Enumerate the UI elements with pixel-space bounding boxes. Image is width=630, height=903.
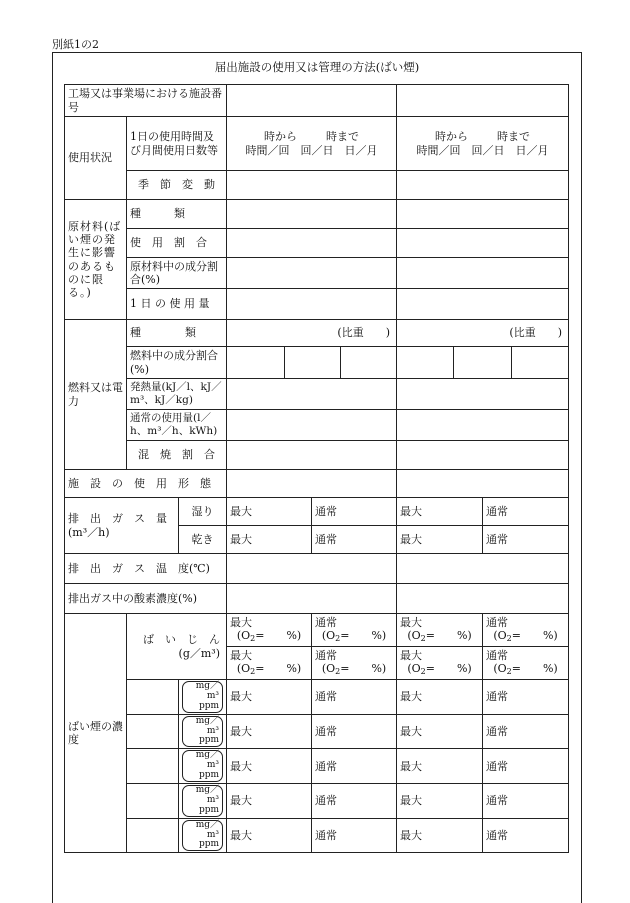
fuel-heat-field-2[interactable]	[397, 379, 569, 410]
conc-row-1	[65, 680, 569, 715]
conc-normal-4b[interactable]: 通常	[483, 784, 569, 819]
oxygen-field-1[interactable]	[227, 584, 397, 614]
conc-substance-5[interactable]	[127, 818, 179, 853]
fuel-component-sub-f[interactable]	[512, 347, 568, 378]
fuel-component-sub-c[interactable]	[340, 347, 396, 378]
fuel-mixed-field-1[interactable]	[227, 441, 397, 470]
gas-dry-normal-1[interactable]: 通常	[312, 526, 397, 554]
conc-max-1b[interactable]: 最大	[397, 680, 483, 715]
facility-form-label: 施 設 の 使 用 形 態	[65, 470, 227, 498]
facility-form-field-1[interactable]	[227, 470, 397, 498]
conc-normal-5a[interactable]: 通常	[312, 818, 397, 853]
fuel-component-sub-b[interactable]	[284, 347, 340, 378]
oxygen-row	[65, 584, 569, 614]
gas-temp-row	[65, 554, 569, 584]
usage-hours-field-2[interactable]: 時から 時まで 時間／回 回／日 日／月	[397, 117, 569, 171]
fuel-component-row	[65, 347, 569, 379]
raw-component-label: 原材料中の成分割合(%)	[127, 258, 227, 289]
conc-max-4b[interactable]: 最大	[397, 784, 483, 819]
conc-substance-2[interactable]	[127, 714, 179, 749]
gas-temp-label: 排 出 ガ ス 温 度(℃)	[65, 554, 227, 584]
raw-kind-field-1[interactable]	[227, 200, 397, 229]
conc-normal-1a[interactable]: 通常	[312, 680, 397, 715]
fuel-kind-field-1[interactable]: (比重 )	[227, 320, 397, 347]
usage-status-label: 使用状況	[65, 117, 127, 200]
raw-kind-field-2[interactable]	[397, 200, 569, 229]
fuel-usual-field-1[interactable]	[227, 410, 397, 441]
gas-wet-row	[65, 498, 569, 526]
raw-component-field-2[interactable]	[397, 258, 569, 289]
fuel-component-field-2[interactable]	[397, 347, 569, 379]
fuel-usual-field-2[interactable]	[397, 410, 569, 441]
raw-daily-field-1[interactable]	[227, 289, 397, 320]
raw-ratio-row	[65, 229, 569, 258]
fuel-component-field-1[interactable]	[227, 347, 397, 379]
raw-material-label: 原材料(ばい煙の発生に影響のあるものに限る。)	[65, 200, 127, 320]
conc-unit-1: mg／m³ ppm	[179, 680, 227, 715]
usage-method-table	[64, 84, 569, 853]
conc-max-3a[interactable]: 最大	[227, 749, 312, 784]
seasonal-row	[65, 171, 569, 200]
fuel-usual-label: 通常の使用量(l／h、m³／h、kWh)	[127, 410, 227, 441]
conc-unit-2: mg／m³ ppm	[179, 714, 227, 749]
fuel-kind-row	[65, 320, 569, 347]
conc-max-2b[interactable]: 最大	[397, 714, 483, 749]
fuel-usual-row	[65, 410, 569, 441]
raw-daily-row	[65, 289, 569, 320]
gas-temp-field-2[interactable]	[397, 554, 569, 584]
conc-unit-5: mg／m³ ppm	[179, 818, 227, 853]
conc-max-5b[interactable]: 最大	[397, 818, 483, 853]
conc-max-5a[interactable]: 最大	[227, 818, 312, 853]
dust-normal-4[interactable]: 通常 ($O_2=$ %)	[483, 647, 569, 680]
dust-normal-1[interactable]: 通常 ($O_2=$ %)	[312, 614, 397, 647]
dust-normal-2[interactable]: 通常 ($O_2=$ %)	[483, 614, 569, 647]
dust-max-4[interactable]: 最大 ($O_2=$ %)	[397, 647, 483, 680]
fuel-kind-label: 種 類	[127, 320, 227, 347]
facility-number-label: 工場又は事業場における施設番号	[65, 85, 227, 117]
raw-daily-field-2[interactable]	[397, 289, 569, 320]
raw-ratio-field-1[interactable]	[227, 229, 397, 258]
dust-max-1[interactable]: 最大 ($O_2=$ %)	[227, 614, 312, 647]
dust-max-3[interactable]: 最大 ($O_2=$ %)	[227, 647, 312, 680]
oxygen-label: 排出ガス中の酸素濃度(%)	[65, 584, 227, 614]
usage-hours-field-1[interactable]: 時から 時まで 時間／回 回／日 日／月	[227, 117, 397, 171]
raw-component-field-1[interactable]	[227, 258, 397, 289]
conc-substance-1[interactable]	[127, 680, 179, 715]
form-title: 届出施設の使用又は管理の方法(ばい煙)	[214, 60, 420, 74]
raw-ratio-label: 使 用 割 合	[127, 229, 227, 258]
conc-row-5	[65, 818, 569, 853]
fuel-mixed-field-2[interactable]	[397, 441, 569, 470]
oxygen-field-2[interactable]	[397, 584, 569, 614]
fuel-mixed-label: 混 焼 割 合	[127, 441, 227, 470]
gas-dry-label: 乾き	[179, 526, 227, 554]
facility-number-row	[65, 85, 569, 117]
usage-hours-label: 1日の使用時間及び月間使用日数等	[127, 117, 227, 171]
seasonal-field-2[interactable]	[397, 171, 569, 200]
raw-ratio-field-2[interactable]	[397, 229, 569, 258]
gas-dry-max-2[interactable]: 最大	[397, 526, 483, 554]
seasonal-label: 季 節 変 動	[127, 171, 227, 200]
gas-wet-normal-1[interactable]: 通常	[312, 498, 397, 526]
facility-form-field-2[interactable]	[397, 470, 569, 498]
fuel-heat-label: 発熱量(kJ／l、kJ／m³、kJ／kg)	[127, 379, 227, 410]
dust-row-1	[65, 614, 569, 647]
fuel-label: 燃料又は電力	[65, 320, 127, 470]
raw-kind-row	[65, 200, 569, 229]
smoke-concentration-label: ばい煙の濃度	[65, 614, 127, 853]
conc-max-1a[interactable]: 最大	[227, 680, 312, 715]
conc-max-2a[interactable]: 最大	[227, 714, 312, 749]
raw-component-row	[65, 258, 569, 289]
gas-wet-max-2[interactable]: 最大	[397, 498, 483, 526]
fuel-component-label: 燃料中の成分割合(%)	[127, 347, 227, 379]
gas-wet-normal-2[interactable]: 通常	[483, 498, 569, 526]
conc-normal-3b[interactable]: 通常	[483, 749, 569, 784]
usage-hours-row	[65, 117, 569, 171]
gas-wet-max-1[interactable]: 最大	[227, 498, 312, 526]
conc-normal-5b[interactable]: 通常	[483, 818, 569, 853]
gas-dry-normal-2[interactable]: 通常	[483, 526, 569, 554]
fuel-heat-field-1[interactable]	[227, 379, 397, 410]
conc-unit-4: mg／m³ ppm	[179, 784, 227, 819]
gas-temp-field-1[interactable]	[227, 554, 397, 584]
dust-normal-3[interactable]: 通常 ($O_2=$ %)	[312, 647, 397, 680]
conc-normal-4a[interactable]: 通常	[312, 784, 397, 819]
fuel-component-sub-a[interactable]	[227, 347, 284, 378]
facility-number-field-1[interactable]	[227, 85, 397, 117]
fuel-component-sub-e[interactable]	[453, 347, 511, 378]
gas-dry-max-1[interactable]: 最大	[227, 526, 312, 554]
gas-volume-label: 排 出 ガ ス 量 (m³／h)	[65, 498, 179, 554]
fuel-mixed-row	[65, 441, 569, 470]
conc-substance-4[interactable]	[127, 784, 179, 819]
dust-label: ば い じ ん (g／m³)	[127, 614, 227, 680]
fuel-component-subcells-2	[397, 347, 568, 378]
raw-daily-label: 1 日 の 使 用 量	[127, 289, 227, 320]
document-label: 別紙1の2	[52, 38, 99, 51]
raw-kind-label: 種 類	[127, 200, 227, 229]
facility-number-field-2[interactable]	[397, 85, 569, 117]
conc-normal-1b[interactable]: 通常	[483, 680, 569, 715]
dust-max-2[interactable]: 最大 ($O_2=$ %)	[397, 614, 483, 647]
fuel-heat-row	[65, 379, 569, 410]
conc-substance-3[interactable]	[127, 749, 179, 784]
fuel-kind-field-2[interactable]: (比重 )	[397, 320, 569, 347]
seasonal-field-1[interactable]	[227, 171, 397, 200]
conc-max-3b[interactable]: 最大	[397, 749, 483, 784]
conc-normal-2b[interactable]: 通常	[483, 714, 569, 749]
conc-row-3	[65, 749, 569, 784]
conc-normal-2a[interactable]: 通常	[312, 714, 397, 749]
conc-max-4a[interactable]: 最大	[227, 784, 312, 819]
fuel-component-subcells-1	[227, 347, 396, 378]
conc-unit-3: mg／m³ ppm	[179, 749, 227, 784]
conc-row-2	[65, 714, 569, 749]
conc-normal-3a[interactable]: 通常	[312, 749, 397, 784]
fuel-component-sub-d[interactable]	[397, 347, 453, 378]
facility-form-row	[65, 470, 569, 498]
conc-row-4	[65, 784, 569, 819]
gas-wet-label: 湿り	[179, 498, 227, 526]
